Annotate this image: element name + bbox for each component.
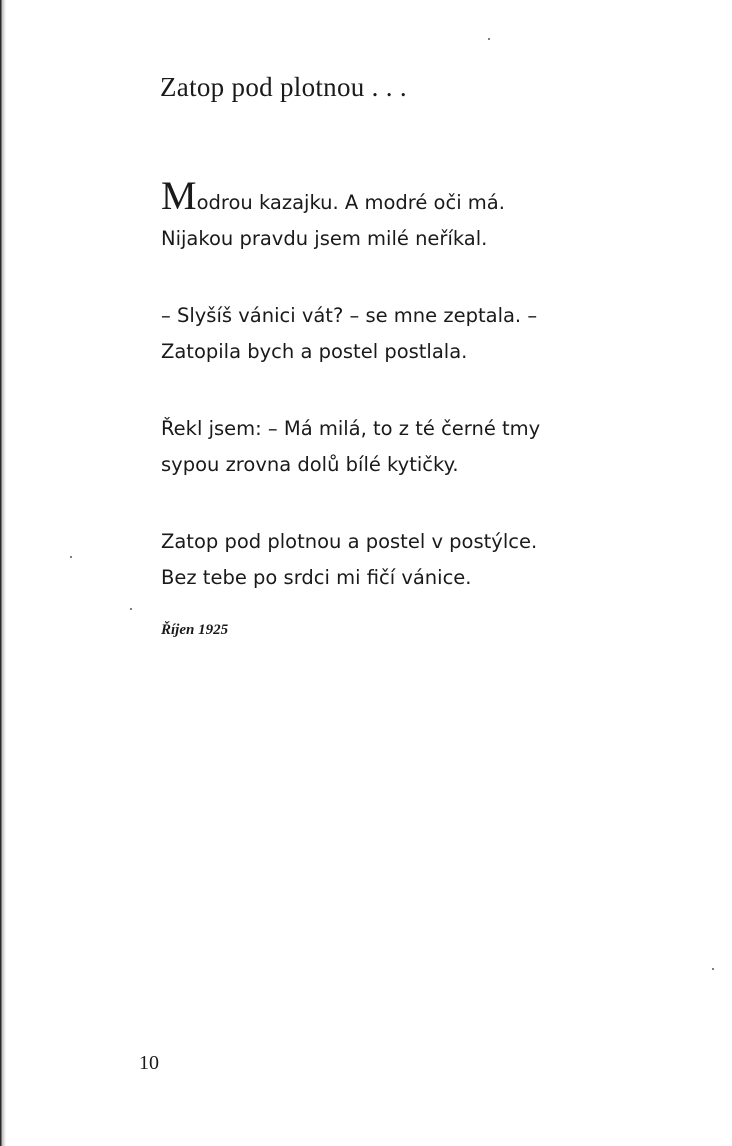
page-number: 10 <box>139 1052 159 1074</box>
poem-line <box>161 173 681 221</box>
poem-line: Nijakou pravdu jsem milé neříkal. <box>161 227 488 250</box>
poem-date: Říjen 1925 <box>161 622 229 638</box>
poem-line: sypou zrovna dolů bílé kytičky. <box>161 453 459 476</box>
print-speck <box>70 556 72 558</box>
poem-line-text: odrou kazajku. A modré oči má. <box>196 191 505 214</box>
poem-title: Zatop pod plotnou . . . <box>160 72 407 102</box>
poem-line: – Slyšíš vánici vát? – se mne zeptala. – <box>161 304 538 327</box>
stanza-1 <box>161 173 681 257</box>
page-binding-edge <box>0 0 6 1146</box>
poem-line: Bez tebe po srdci mi fičí vánice. <box>161 566 472 589</box>
poem-line: Řekl jsem: – Má milá, to z té černé tmy <box>161 417 541 440</box>
poem-line: Zatopila bych a postel postlala. <box>161 340 468 363</box>
print-speck <box>130 608 132 610</box>
drop-cap: M <box>161 173 197 218</box>
stanza-4 <box>161 524 681 596</box>
print-speck <box>488 38 490 40</box>
poem-body <box>161 173 681 637</box>
poem-line: Zatop pod plotnou a postel v postýlce. <box>161 530 538 553</box>
stanza-3 <box>161 411 681 483</box>
print-speck <box>712 968 714 970</box>
stanza-2 <box>161 298 681 370</box>
